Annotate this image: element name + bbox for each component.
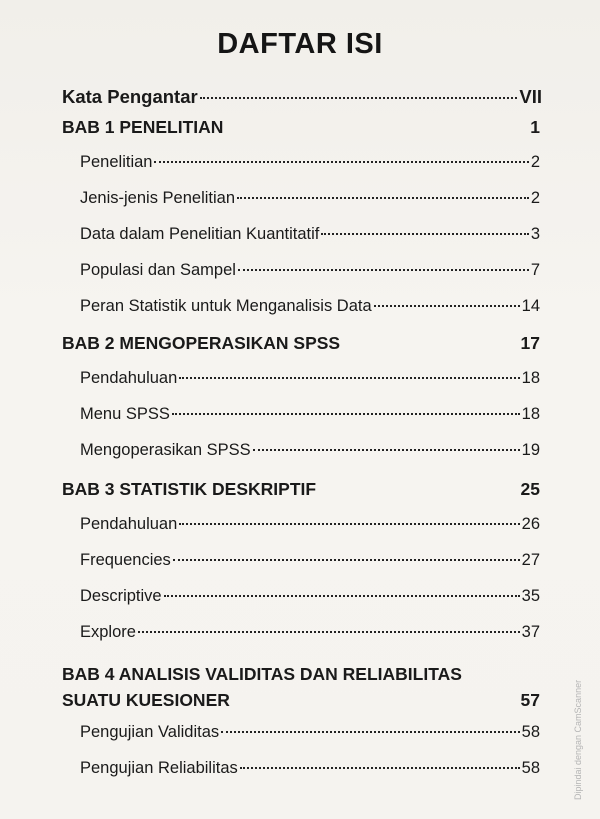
- toc-label: Data dalam Penelitian Kuantitatif: [80, 225, 320, 243]
- toc-label: Explore: [80, 623, 136, 641]
- toc-entry: [80, 369, 540, 388]
- toc-page-number: 14: [521, 297, 540, 315]
- toc-label: Frequencies: [80, 551, 171, 569]
- toc-leader-dots: [138, 631, 520, 633]
- toc-entry: [80, 297, 540, 316]
- toc-label: Pengujian Validitas: [80, 723, 220, 741]
- toc-leader-dots: [179, 377, 519, 379]
- toc-page-number: 18: [521, 369, 540, 387]
- toc-chapter-bab-1: [62, 117, 540, 138]
- toc-leader-dots: [321, 233, 528, 235]
- toc-page-number: 3: [530, 225, 540, 243]
- toc-page-number: 35: [521, 587, 540, 605]
- toc-leader-dots: [240, 767, 520, 769]
- toc-entry: [80, 189, 540, 208]
- toc-entry: [80, 623, 540, 642]
- toc-page-number: 2: [530, 153, 540, 171]
- toc-entry: [80, 723, 540, 742]
- toc-leader-dots: [237, 197, 529, 199]
- toc-page-number: 57: [520, 690, 540, 710]
- toc-label: Pendahuluan: [80, 369, 178, 387]
- toc-chapter-bab-3: [62, 479, 540, 500]
- toc-page-number: 18: [521, 405, 540, 423]
- toc-entry: [80, 153, 540, 172]
- toc-entry: [80, 587, 540, 606]
- toc-page-number: 17: [520, 333, 540, 353]
- toc-chapter-label-line-2: SUATU KUESIONER: [62, 690, 230, 710]
- toc-entry: [80, 441, 540, 460]
- toc-label: Menu SPSS: [80, 405, 170, 423]
- toc-label: Populasi dan Sampel: [80, 261, 236, 279]
- toc-label: Descriptive: [80, 587, 162, 605]
- toc-chapter-label: BAB 2 MENGOPERASIKAN SPSS: [62, 333, 341, 353]
- scanner-watermark: Dipindai dengan CamScanner: [573, 679, 583, 800]
- toc-chapter-bab-2: [62, 333, 540, 354]
- toc-page-number: VII: [519, 86, 542, 107]
- toc-page-number: 37: [521, 623, 540, 641]
- toc-chapter-label: BAB 3 STATISTIK DESKRIPTIF: [62, 479, 317, 499]
- toc-page-number: 19: [521, 441, 540, 459]
- toc-label: Peran Statistik untuk Menganalisis Data: [80, 297, 372, 315]
- toc-leader-dots: [154, 161, 528, 163]
- toc-label: Pendahuluan: [80, 515, 178, 533]
- toc-page-number: 25: [520, 479, 540, 499]
- toc-leader-dots: [179, 523, 519, 525]
- toc-label: Pengujian Reliabilitas: [80, 759, 238, 777]
- toc-leader-dots: [172, 413, 520, 415]
- toc-leader-dots: [253, 449, 520, 451]
- toc-chapter-label: BAB 1 PENELITIAN: [62, 117, 224, 137]
- toc-page-number: 2: [530, 189, 540, 207]
- toc-entry: [80, 515, 540, 534]
- toc-page-number: 1: [530, 117, 540, 137]
- toc-page-number: 58: [521, 723, 540, 741]
- toc-entry: [80, 405, 540, 424]
- toc-page-number: 26: [521, 515, 540, 533]
- toc-entry: [80, 759, 540, 778]
- toc-label: Penelitian: [80, 153, 153, 171]
- toc-leader-dots: [238, 269, 529, 271]
- toc-leader-dots: [221, 731, 520, 733]
- toc-page-number: 27: [521, 551, 540, 569]
- toc-page-number: 7: [530, 261, 540, 279]
- toc-entry: [80, 551, 540, 570]
- page-title: DAFTAR ISI: [217, 28, 383, 60]
- toc-leader-dots: [173, 559, 520, 561]
- toc-label: Kata Pengantar: [62, 86, 198, 107]
- toc-chapter-bab-4: [62, 661, 540, 713]
- toc-entry-kata-pengantar: [62, 86, 542, 108]
- toc-leader-dots: [374, 305, 520, 307]
- toc-label: Mengoperasikan SPSS: [80, 441, 251, 459]
- toc-entry: [80, 261, 540, 280]
- toc-leader-dots: [164, 595, 520, 597]
- toc-label: Jenis-jenis Penelitian: [80, 189, 236, 207]
- toc-page-number: 58: [521, 759, 540, 777]
- toc-chapter-label-line-1: BAB 4 ANALISIS VALIDITAS DAN RELIABILITAS: [62, 664, 462, 684]
- toc-leader-dots: [200, 97, 518, 99]
- toc-entry: [80, 225, 540, 244]
